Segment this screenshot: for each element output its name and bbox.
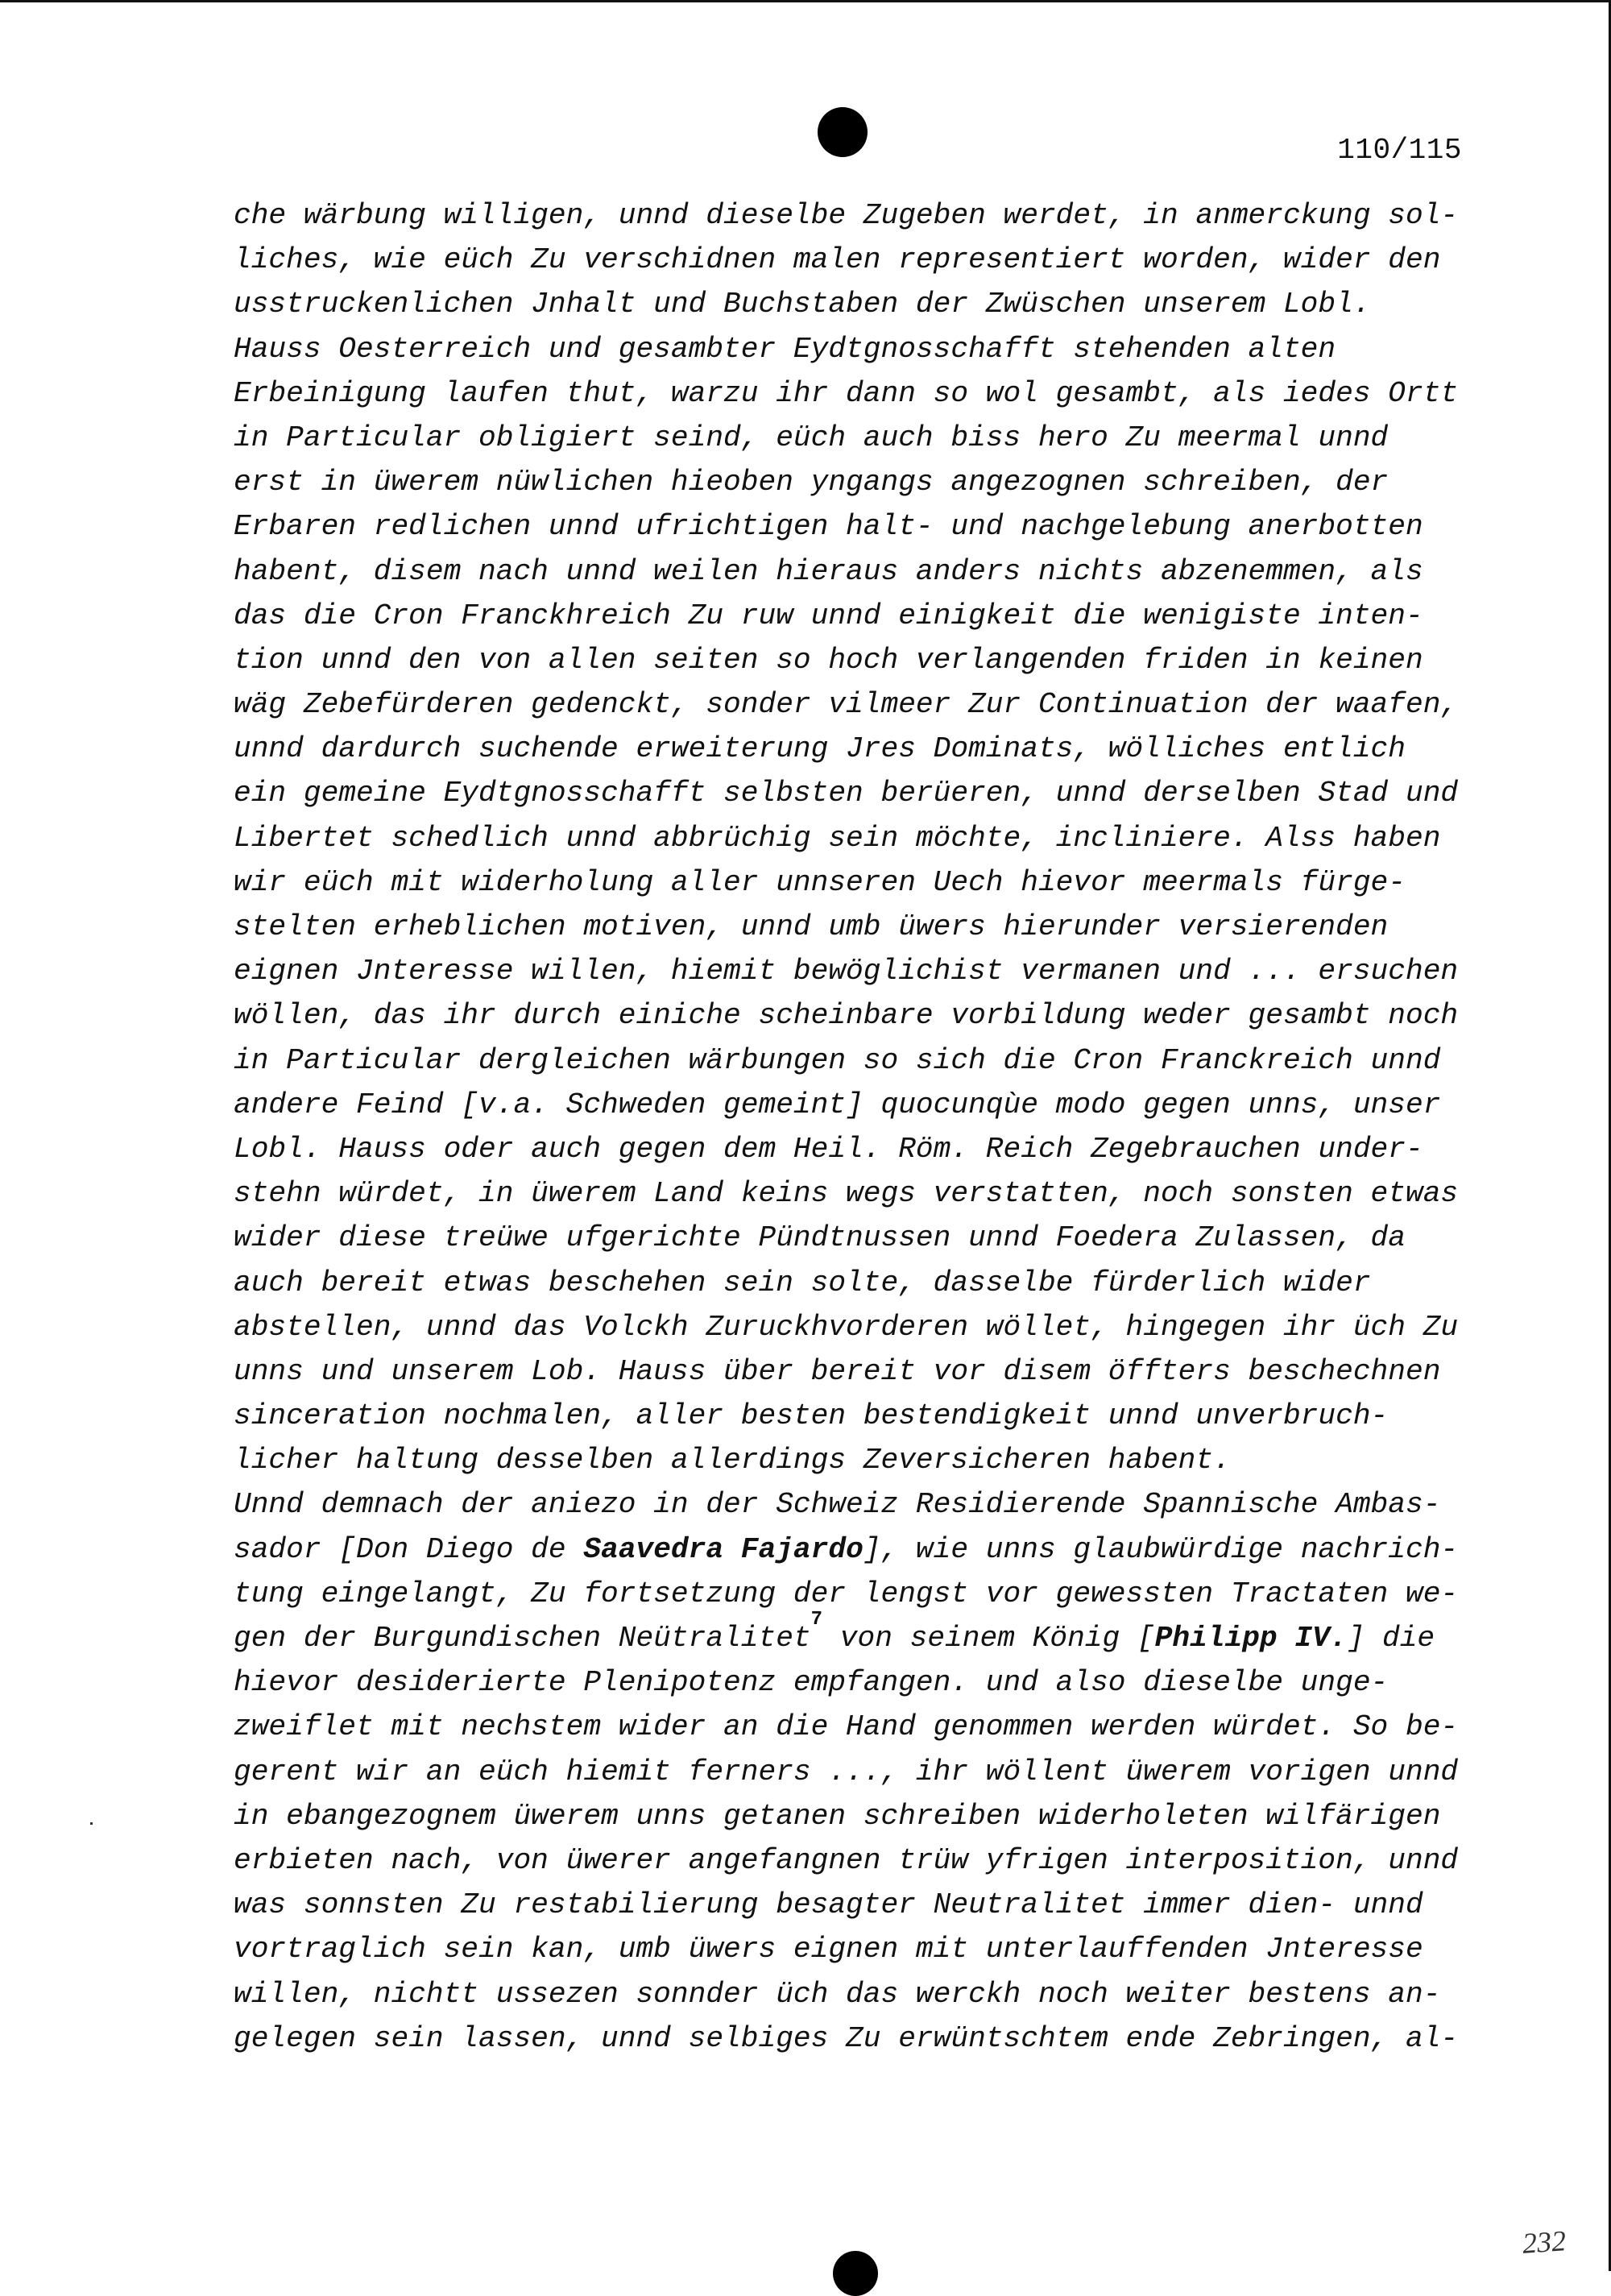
text-line: Unnd demnach der aniezo in der Schweiz Residierende Spannische Ambas- (234, 1488, 1441, 1522)
text-line: wöllen, das ihr durch einiche scheinbare vorbildung weder gesambt noch (234, 999, 1459, 1033)
text-line: usstruckenlichen Jnhalt und Buchstaben der Zwüschen unserem Lobl. (234, 288, 1371, 321)
text-line: gelegen sein lassen, unnd selbiges Zu erwüntschtem ende Zebringen, al- (234, 2021, 1459, 2055)
text-line: sador [Don Diego de Saavedra Fajardo], wie unns glaubwürdige nachrich- (234, 1532, 1459, 1566)
text-line: wir eüch mit widerholung aller unnseren Uech hievor meermals fürge- (234, 865, 1406, 899)
text-line: unnd dardurch suchende erweiterung Jres Dominats, wölliches entlich (234, 732, 1406, 766)
text-line: gen der Burgundischen Neütralitet$^7$ von seinem König [Philipp IV.] die (234, 1608, 1435, 1655)
text-line: was sonnsten Zu restabilierung besagter Neutralitet immer dien- unnd (234, 1888, 1423, 1922)
text-line: eignen Jnteresse willen, hiemit bewöglichist vermanen und ... ersuchen (234, 955, 1459, 988)
text-line: Erbeinigung laufen thut, warzu ihr dann so wol gesambt, als iedes Ortt (234, 376, 1459, 410)
text-line: habent, disem nach unnd weilen hieraus anders nichts abzenemmen, als (234, 554, 1423, 588)
text-line: wider diese treüwe ufgerichte Pündtnussen unnd Foedera Zulassen, da (234, 1221, 1406, 1255)
footnote-ref: 7 (810, 1608, 823, 1631)
text-line: licher haltung desselben allerdings Zeversicheren habent. (234, 1444, 1231, 1477)
text-line: Libertet schedlich unnd abbrüchig sein möchte, incliniere. Alss haben (234, 821, 1441, 855)
text-line: abstellen, unnd das Volckh Zuruckhvorderen wöllet, hingegen ihr üch Zu (234, 1310, 1459, 1344)
text-line: in Particular dergleichen wärbungen so sich die Cron Franckreich unnd (234, 1043, 1441, 1077)
text-line: erbieten nach, von üwerer angefangnen trüw yfrigen interposition, unnd (234, 1843, 1459, 1877)
text-line: stehn würdet, in üwerem Land keins wegs verstatten, noch sonsten etwas (234, 1177, 1459, 1211)
letter-body (234, 193, 1490, 2061)
handwritten-folio-number: 232 (1521, 2224, 1568, 2260)
text-line: willen, nichtt ussezen sonnder üch das werckh noch weiter bestens an- (234, 1977, 1441, 2011)
text-line: tung eingelangt, Zu fortsetzung der lengst vor gewessten Tractaten we- (234, 1577, 1459, 1610)
text-line: che wärbung willigen, unnd dieselbe Zugeben werdet, in anmerckung sol- (234, 199, 1459, 232)
text-line: sinceration nochmalen, aller besten bestendigkeit unnd unverbruch- (234, 1399, 1389, 1433)
punch-hole-mark-bottom (833, 2251, 878, 2296)
text-line: hievor desiderierte Plenipotenz empfangen. und also dieselbe unge- (234, 1666, 1389, 1700)
scan-speck (90, 1822, 93, 1825)
punch-hole-mark (818, 107, 868, 157)
page-edge-top (0, 0, 1611, 2)
text-line: Hauss Oesterreich und gesambter Eydtgnosschafft stehenden alten (234, 332, 1336, 366)
text-line: Erbaren redlichen unnd ufrichtigen halt- und nachgelebung anerbotten (234, 510, 1423, 544)
person-name: Philipp IV. (1154, 1622, 1348, 1655)
person-name: Saavedra Fajardo (583, 1532, 863, 1566)
text-line: stelten erheblichen motiven, unnd umb üwers hierunder versierenden (234, 910, 1389, 943)
text-line: vortraglich sein kan, umb üwers eignen mit unterlauffenden Jnteresse (234, 1933, 1423, 1967)
text-line: unns und unserem Lob. Hauss über bereit vor disem öffters beschechnen (234, 1354, 1441, 1388)
text-line: zweiflet mit nechstem wider an die Hand genommen werden würdet. So be- (234, 1710, 1459, 1744)
text-line: andere Feind [v.a. Schweden gemeint] quocunqùe modo gegen unns, unser (234, 1088, 1441, 1121)
text-line: liches, wie eüch Zu verschidnen malen representiert worden, wider den (234, 243, 1441, 277)
text-line: gerent wir an eüch hiemit ferners ..., ihr wöllent üwerem vorigen unnd (234, 1755, 1459, 1788)
text-line: ein gemeine Eydtgnosschafft selbsten berüeren, unnd derselben Stad und (234, 777, 1459, 810)
text-line: wäg Zebefürderen gedenckt, sonder vilmeer Zur Continuation der waafen, (234, 688, 1459, 722)
page-number: 110/115 (1337, 134, 1462, 167)
text-line: tion unnd den von allen seiten so hoch verlangenden friden in keinen (234, 643, 1423, 677)
text-line: in ebangezognem üwerem unns getanen schreiben widerholeten wilfärigen (234, 1799, 1441, 1833)
text-line: Lobl. Hauss oder auch gegen dem Heil. Röm. Reich Zegebrauchen under- (234, 1132, 1423, 1166)
text-line: erst in üwerem nüwlichen hieoben yngangs angezognen schreiben, der (234, 466, 1389, 499)
text-line: auch bereit etwas beschehen sein solte, dasselbe fürderlich wider (234, 1266, 1371, 1299)
text-line: in Particular obligiert seind, eüch auch biss hero Zu meermal unnd (234, 421, 1389, 454)
text-line: das die Cron Franckhreich Zu ruw unnd einigkeit die wenigiste inten- (234, 599, 1423, 632)
